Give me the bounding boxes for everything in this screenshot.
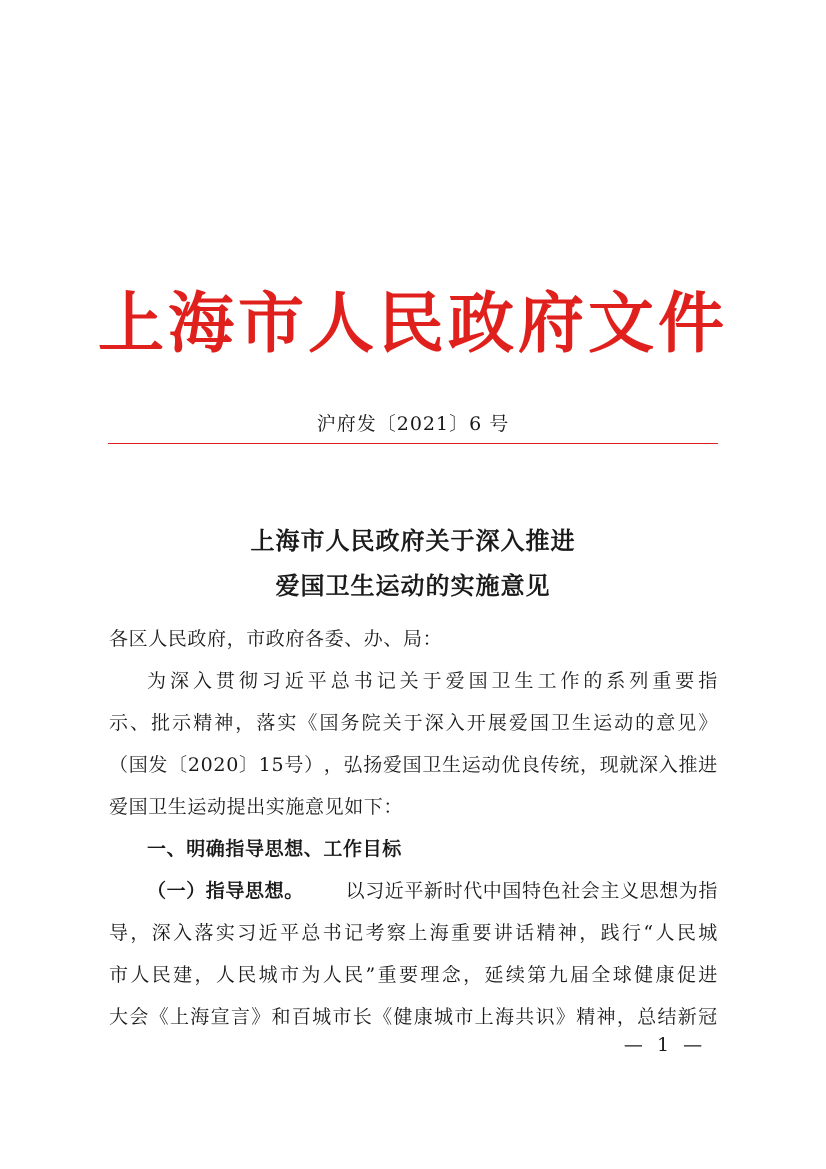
paragraph-2-line-1-text: 以习近平新时代中国特色社会主义思想为指: [345, 880, 718, 902]
paragraph-1-line-1: 为 深 入 贯 彻 习 近 平 总 书 记 关 于 爱 国 卫 生 工 作 的 系 列 重 要 指: [147, 670, 718, 692]
page-number: — 1 —: [623, 1034, 707, 1056]
document-body: [109, 618, 718, 1038]
subsection-lead: （一）指导思想。: [147, 880, 304, 902]
document-title-line-1: 上海市人民政府关于深入推进: [250, 526, 576, 555]
red-separator-line: [108, 443, 718, 444]
paragraph-1-line-3: （ 国 发 〔 2 0 2 0 〕 1 5 号 ） ， 弘 扬 爱 国 卫 生 运 动 优 良 传 统 ， 现 就 深 入 推 进: [109, 754, 718, 776]
paragraph-2-line-4: 大 会 《 上 海 宣 言 》 和 百 城 市 长 《 健 康 城 市 上 海 共 识 》 精 神 ， 总 结 新 冠: [109, 1006, 718, 1028]
paragraph-1-line-4: 爱国卫生运动提出实施意见如下：: [109, 796, 404, 818]
paragraph-2-line-3: 市 人 民 建 ， 人 民 城 市 为 人 民 ” 重 要 理 念 ， 延 续 第 九 届 全 球 健 康 促 进: [109, 964, 718, 986]
paragraph-1-line-2: 示 、 批 示 精 神 ， 落 实 《 国 务 院 关 于 深 入 开 展 爱 国 卫 生 运 动 的 意 见 》: [109, 712, 718, 734]
addressee-line: 各区人民政府，市政府各委、办、局：: [109, 628, 443, 650]
document-number: 沪府发〔2021〕6 号: [316, 413, 510, 435]
issuer-header-title: 上海市人民政府文件: [98, 284, 728, 362]
paragraph-2-line-2: 导 ， 深 入 落 实 习 近 平 总 书 记 考 察 上 海 重 要 讲 话 精 神 ， 践 行 “ 人 民 城: [109, 922, 718, 944]
section-1-heading: 一、明确指导思想、工作目标: [147, 838, 402, 860]
paragraph-2-line-1: [109, 870, 718, 912]
document-title-line-2: 爱国卫生运动的实施意见: [275, 571, 551, 600]
